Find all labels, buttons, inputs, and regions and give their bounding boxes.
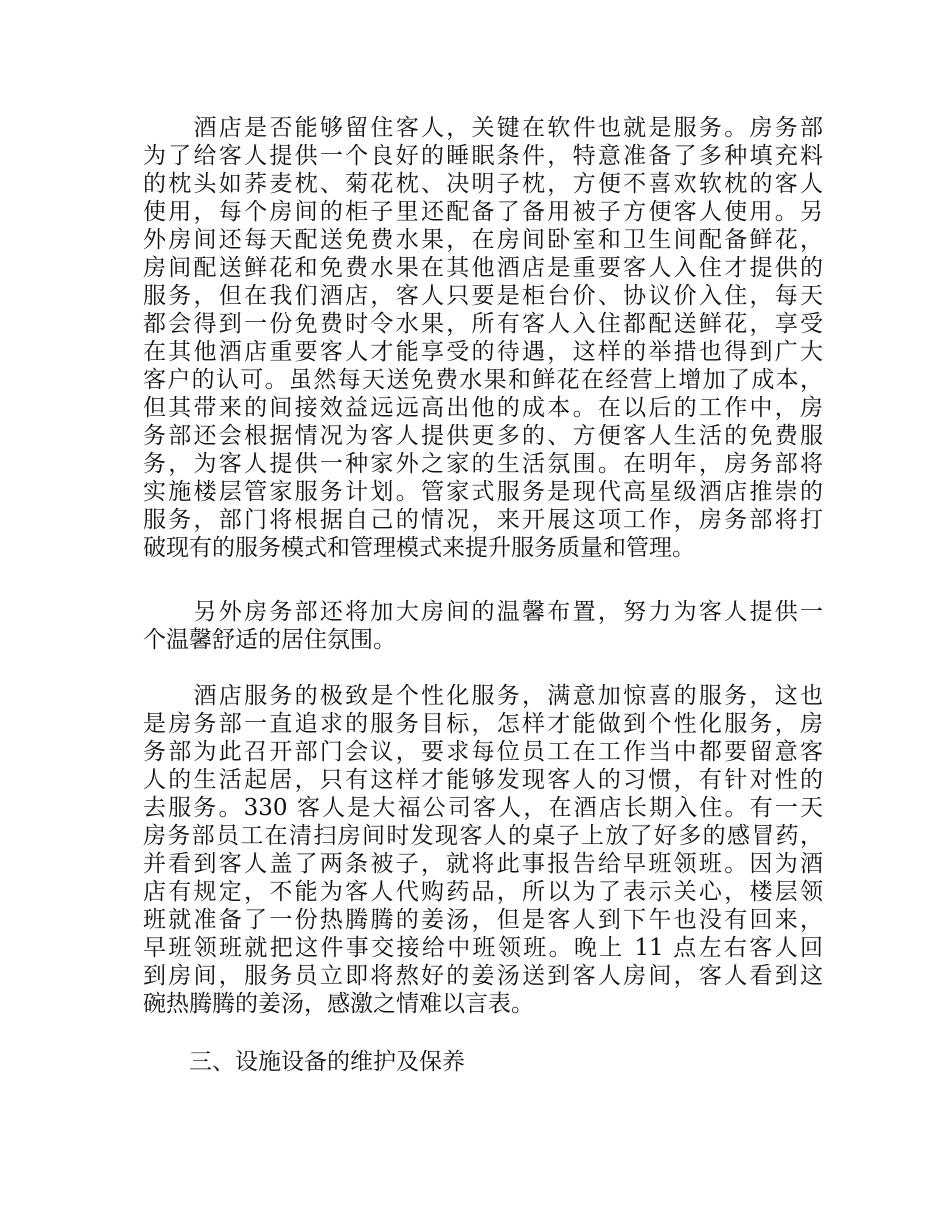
section-heading <box>143 1048 823 1076</box>
paragraph-line: 使用，每个房间的柜子里还配备了备用被子方便客人使用。另 <box>143 199 823 225</box>
paragraph-line: 但其带来的间接效益远远高出他的成本。在以后的工作中，房 <box>143 395 823 421</box>
paragraph-line: 班就准备了一份热腾腾的姜汤，但是客人到下午也没有回来， <box>143 907 823 933</box>
paragraph-line: 酒店是否能够留住客人，关键在软件也就是服务。房务部 <box>143 115 823 141</box>
paragraph-line: 外房间还每天配送免费水果，在房间卧室和卫生间配备鲜花， <box>143 227 823 253</box>
paragraph-line: 是房务部一直追求的服务目标，怎样才能做到个性化服务，房 <box>143 711 823 737</box>
section-heading-text: 三、设施设备的维护及保养 <box>143 1049 465 1075</box>
paragraph-line: 都会得到一份免费时令水果，所有客人入住都配送鲜花，享受 <box>143 311 823 337</box>
paragraph-line: 为了给客人提供一个良好的睡眠条件，特意准备了多种填充料 <box>143 143 823 169</box>
paragraph-line: 到房间，服务员立即将熬好的姜汤送到客人房间，客人看到这 <box>143 963 823 989</box>
paragraph-line: 碗热腾腾的姜汤，感激之情难以言表。 <box>143 991 534 1017</box>
paragraph-line: 个温馨舒适的居住氛围。 <box>143 627 396 653</box>
paragraph-line: 服务，部门将根据自己的情况，来开展这项工作，房务部将打 <box>143 507 823 533</box>
paragraph-line: 服务，但在我们酒店，客人只要是柜台价、协议价入住，每天 <box>143 283 823 309</box>
paragraph-line: 并看到客人盖了两条被子，就将此事报告给早班领班。因为酒 <box>143 851 823 877</box>
paragraph-line: 在其他酒店重要客人才能享受的待遇，这样的举措也得到广大 <box>143 339 823 365</box>
paragraph-line: 客户的认可。虽然每天送免费水果和鲜花在经营上增加了成本， <box>143 367 823 393</box>
paragraph-line: 房务部员工在清扫房间时发现客人的桌子上放了好多的感冒药， <box>143 823 823 849</box>
paragraph-line: 的枕头如荞麦枕、菊花枕、决明子枕，方便不喜欢软枕的客人 <box>143 171 823 197</box>
paragraph-line: 破现有的服务模式和管理模式来提升服务质量和管理。 <box>143 535 695 561</box>
paragraph-personalized-service <box>143 682 823 1018</box>
paragraph-line: 酒店服务的极致是个性化服务，满意加惊喜的服务，这也 <box>143 683 823 709</box>
paragraph-line: 实施楼层管家服务计划。管家式服务是现代高星级酒店推崇的 <box>143 479 823 505</box>
paragraph-line: 房间配送鲜花和免费水果在其他酒店是重要客人入住才提供的 <box>143 255 823 281</box>
paragraph-line: 人的生活起居，只有这样才能够发现客人的习惯，有针对性的 <box>143 767 823 793</box>
paragraph-line: 务部还会根据情况为客人提供更多的、方便客人生活的免费服 <box>143 423 823 449</box>
paragraph-line: 务部为此召开部门会议，要求每位员工在工作当中都要留意客 <box>143 739 823 765</box>
paragraph-room-service <box>143 114 823 562</box>
paragraph-line: 务，为客人提供一种家外之家的生活氛围。在明年，房务部将 <box>143 451 823 477</box>
paragraph-line: 店有规定，不能为客人代购药品，所以为了表示关心，楼层领 <box>143 879 823 905</box>
paragraph-line: 另外房务部还将加大房间的温馨布置，努力为客人提供一 <box>143 599 823 625</box>
paragraph-room-decoration <box>143 598 823 654</box>
paragraph-line: 去服务。330 客人是大福公司客人，在酒店长期入住。有一天 <box>143 795 823 821</box>
paragraph-line: 早班领班就把这件事交接给中班领班。晚上 11 点左右客人回 <box>143 935 823 961</box>
